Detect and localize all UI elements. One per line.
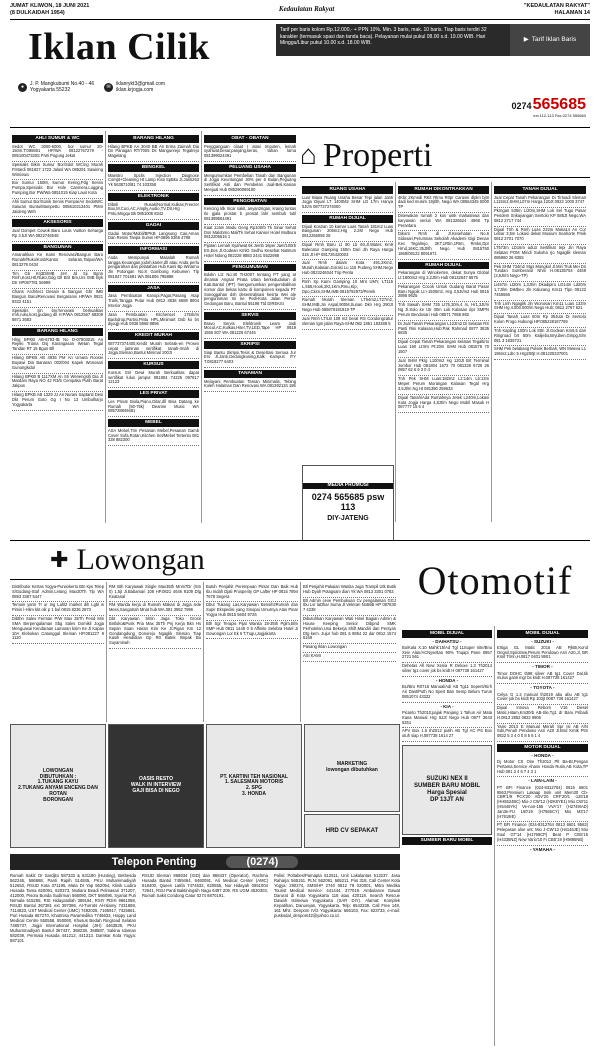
telepon-col-3: Polisi: Poltabes/Pamapta 512511, Unit Lakalantas 513237. Jasa Raharja: 565151. PLN: 562091, 565211. Pos 318, Call Center Kota Yogya: 290274, SMS/HP 2740 0812 78 020001, Mitra Medika Tourist Medical Service: 441444, 377019. Ambulance Gawat Darurat di Kota Yogyakarta 118 atau 420118. Search Rescue Dawah Istimewa Yogyakarta (SAR DIY). Alamat: Komplek Kepatihan, Danurejan, Yogyakarta. Telp: 6543339. Call Free 148, 161 Mhz. Denpom IV/2 Yogyakarta: 566103, Fax: 623733, e-mail: puskodal_denpom42@yahoo.co.id. [274, 873, 400, 919]
subcategory: - TIMOR - [532, 664, 553, 670]
lowongan-box-3: PT. KARTINI TEH NASIONAL 1. SALESMAN MOTORIS 2. SPG 3. HONDA [206, 724, 302, 848]
otomotif-col-1 [400, 626, 495, 1046]
lowongan-box-4-wrap [304, 724, 400, 848]
classified-ad: Tnh Sawah SHM 735 Lt76,30m,4 m, Hr1,3Jt/m Ng Jl.Solo ke Utr 30m Lok Kalasan dpr SMPN Perum Bendosari Hub 08571 7855 982 [398, 302, 489, 320]
subcategory: - YAMAHA - [529, 846, 556, 852]
category-heading: OBAT - OBATAN [204, 135, 296, 143]
classified-ad: Picanto Th2010,pajak Panjang 1 Tahun Air Mata Kana Manual Hrg 52Jt Nego Hub 0877 3643 6251 [402, 710, 492, 728]
classified-ad: Dehetas All New Xenia R Deluxe 1.3 Th2014 silver tg1 cover jok bs kridt H 087738 161427 [402, 663, 492, 677]
subcategory: - TOYOTA - [530, 685, 555, 691]
lowongan-col-2 [107, 582, 204, 722]
classified-ad: SHM Pek belakang Polsek Berbah, WN Mweva L1 196m2,LdIc 5 Hrg200jt H.081225337001 [494, 346, 586, 360]
classified-ad: ASA Mebel,Trm Pesanan Mebel,Pesanan Gamb Cover Sofa,Rotan,Kitchen Set/Mebel Tertentu 081 338 882300 [108, 428, 199, 446]
house-icon: ⌂ [300, 139, 317, 171]
lowongan-columns [10, 582, 400, 722]
telepon-col-1: Rumah Sakit: Dr Sardjito 587333 & 631190 (Hunting), Bethesda 562246, 586688, Panti Rapih 514845, PKU Muhammadiyah 512653, RSUD Kota 371195, Mata Dr Yap 562054, Klinik Ludira Husada Tama 620091, 620373, Mutiara Beadi Pelmasari 371207, 412000, Pisora Bunda Sudirman 566090, DKT 566096, Syariat Puri Nirmala 515255, RSI Hidayatullah 389194, RSIY PDHI 9661088, RSUD Bantul 367381 ext 397386, At-Turrots Al-Islamy 7431868, 7114823, UST Medical Center (UMC) 7492025, 7165917, 7425661. Puri Husada 667270, Khatmisa Paramedika 7746633, Happy Land Medical Centre 550558, 550060, Khusus Bedah Ringroad Selatan 7485737, Jogja International Hospital (JIH) 4463535, PKU Muhammadiyah Bantul 367437, 368238, 368587, Sakina Idaman 582039, Permata Husada 441212, 441313. Damkar Kota Yogya: 587101 [10, 873, 136, 944]
job-ad: RM Bth Karyawati Single Max35th Mnm7Dr (Sm 0) 1,5jt Jl.Babarsari 108 HP.0821 4646 9109 Dtg Keatanal [109, 584, 201, 602]
category-heading: LES PRIVAT [108, 390, 199, 398]
suzuki-ad-box: SUZUKI NEX II SUMBER BARU MOBIL Harga Spesial DP 13JT AN [402, 745, 492, 835]
classified-ad: Tnh Lmh Ngaglik Jln Wonosari Km11 Luas 133m SHM Hg 4.000.000/m Nego Hub: 0812 2767 621 [494, 301, 586, 315]
email-web [104, 82, 165, 94]
category-heading: BARANG HILANG [12, 328, 103, 336]
job-ad: Distributor Kertas Yogya-Purwokerto Btn Kjw Telep S/Gudang-Staf Admin,Lelang Max30Th Tlp WA 0893 3387 5447 [12, 584, 104, 602]
classified-ad: Anda Mempunyai Masalah Rumah tangga,Keuangan,jodoh,karier,dll atau Anda perlu pengarahan dan pelatahan Hub Kami Bp Winarno Jln Potongan No.8 Gombong Kebumen Tlp 081947 701681 WA 081806 795888 [108, 255, 199, 283]
category-heading: RUMAH DIJUAL [302, 215, 393, 223]
properti-col-3 [492, 182, 588, 522]
lowongan-header [10, 540, 400, 580]
classified-ad: Les Privat Biola,Piano,Gitar,dll Bisa Datang ke Rumah (50-75k) Deanne Music WA 085728849481 [108, 399, 199, 417]
address-line-1: J. P. Mangkubumi No.40 - 46 [30, 81, 95, 87]
brand-contacts [18, 82, 165, 94]
classified-ad: Bu/Kala X.10 Mahk'15/Ad Tgl 11Super Irite/Bnu Xeiv Alan/ACNyseltan 90% Tnqapi Pane 0857 2721 561 [402, 645, 492, 663]
media-promosi-brand: DIY-JATENG [327, 515, 369, 523]
mail-icon: ✉ [104, 83, 113, 92]
classified-ad: Pekarangan Cocok Untuk Gudang Barat Pasar Baru Ngipik Lt:+1500m2, Hrg 3,5Jt/m2 Hub 0815 2895 9625 [398, 284, 489, 302]
category-heading: KURSUS [108, 361, 199, 369]
classified-ad: Kursus Stir Dewi Murah Berkualitas dapat sertifikat lulus jamput 081804 74225 087817 12123 [108, 370, 199, 388]
media-promosi-box [302, 465, 394, 541]
address [18, 82, 94, 94]
telepon-columns [10, 873, 400, 943]
lowongan-col-4 [301, 582, 398, 722]
classified-ad: Hlng BPKB AB-6793-IB No D-07903015 An Rejeki Triana Dsj Karangasan Wetan Tegal Tandan RT 15 Bgun Bll [12, 337, 103, 355]
classified-ad: Pengganguan cilaat I atasi Impoten, lemah syahwat,besar,panjang,keras, tahan lama 081399024491 [204, 144, 296, 162]
subcategory: - LAIN-LAIN - [528, 778, 557, 784]
header-paper: "KEDAULATAN RAKYAT" [523, 2, 590, 9]
category-heading: SKRIPSI [204, 341, 296, 349]
media-promosi-title: MEDIA PROMOSI [303, 483, 393, 489]
category-heading: PENGUMUMAN [204, 264, 296, 272]
tarif-text: Tarif per baris kolom Rp.12.000,- + PPN 10%. Min. 3 baris, mak. 10 baris. Tiap baris terdiri 32 karakter (termasuk spasi dan tanda baca). Pelayanan mulai pukul 08.00 s.d. 19.00 WIB. Hari Minggu/Libur pukul 10.00 s.d. 18.00 WIB. [276, 24, 590, 56]
otomotif-col-2 [495, 626, 590, 1046]
classified-ad: Tnh Pek SHM Luas:182m2 Lz:14m Lb:13m Mepet Perum Morangan Kalasan Tegal Hrg 3,5Jt/m Ng Ht 081390 259633 [398, 376, 489, 394]
job-ad: ASI KAMI [303, 653, 396, 662]
job-ad: RM Warida kerja di Rumah Makan di Jogja side Mess,Sangatrah Mnat hub WA.081 3952 7996 [109, 602, 201, 616]
classified-ad: Jual Rmh dalam Kota 491,2Km2, Murah,Kalasan,Gorasi Lu 115 Pudeng SHM,Nego Hub 0823246044 Trip Penta [302, 260, 393, 278]
classified-ad: Pekarangan di Winokerten, dekat Sunya Global Lt:1800m2 Hrg 2,2Jt/m Hub 08132847 8676 [398, 270, 489, 284]
classified-ad: Hilang BPKB B 1117XM An Sri Wenengsih Dia Jl Mardani Raya NO 42 R3/5 Cempaka Putih Barat Jakpus [12, 374, 103, 392]
location-icon: ● [18, 83, 27, 92]
subcategory: - DAIHATSU - [432, 638, 462, 644]
classified-ad: Tim Gb Krj3D/IMB 4Hr Jd Sji Bgnn Rmh,Kost,Htl,Ruko,Gdg Dll Brit Bm,Urs IMB Byk Dtr HP087781 56999 [12, 271, 103, 289]
category-heading: AKSESORIS [12, 219, 103, 227]
classified-ad: Hilang BPKB AB 4936 PM An Umara Roosei Buyawi Dia Banaran 002/004 Kapek Wonosari Gunungkidul [12, 355, 103, 373]
header-day: JUMAT KLIWON, 18 JUNI 2021 [10, 2, 90, 9]
category-heading: RUMAH DIJUAL [398, 262, 489, 270]
telepon-col-2-text: RSUD Sleman 868934 (IGD) dan 868437 (Operator), Rachma Husada Bantul 7459464, 6460091, Ari Medical Center (AMC) 618400, Queen Latifa 7474632, 620555, Nur Hidayah 0851004 72941, RSU Panti Baktiningsih Nagu 6497 209. RS UGM 4530303, Rumah Sakit Condong Catur 0274 8870191. [142, 873, 268, 899]
classified-ad: Maestro Spclis Injection Diagnose Compt+Cleaning Ht Lamp Kisti SpBku Jl.Janti263 Yk 5638710/81 74 103358 [108, 173, 199, 191]
classified-ad: LT573m LD16m adu3 Sertifikat tepi Jln Raya Selatan POM Mindi Sukoha rjo Ngaglik sleman 085960 36 8365 [494, 245, 586, 263]
classified-ad: PT BFI Finance (024-8312764 0813 6601 9563) Pelepasan ulse unt: Mio J-CW'13 (H4146JE) Mio Soul GT'14 (H1769CP) Beat P CBS'15 (H4335NZ) New Vario'10 Fi CBS'19 (H9895NB) [497, 822, 588, 845]
category-heading: PENGOBATAN [204, 198, 296, 206]
classified-ad: Timor DOHC th98 silver AB tg1 Cover Dal,tik mulus ganti mgr bs kridt H.087738 161427 [497, 671, 588, 685]
classified-ad: Pek SHM 734m2 Stgs Mongkol Jl.Miri Truk Mei Dn Tundan Sumberarul Nhm H.08135754 4459 (3,5Jt/m Nego-TP) [494, 264, 586, 282]
subcategory: - HONDA - [531, 752, 554, 758]
category-heading: MOBIL DIJUAL [402, 630, 492, 638]
classified-ad: Spesialis Bikin Sumur Bor/Sdot WC/ng Murah P.Mardi 081827 1723 Jalasl WA 085291 Sawiring Wimiowa [12, 162, 103, 180]
category-heading: MOBIL DIJUAL [497, 630, 588, 638]
classified-ad: Jual Cepat Tanah Pekarangan Di Tirtoadi Sleman L115m2,SHM,L07m Harga 120Jt 0822 1000 3747 [494, 195, 586, 209]
masthead: Kedaulatan Rakyat [278, 5, 335, 14]
job-ad: Butuh Penjahit Perempuan Pintar Dan Baik Hub Ibu Indah Djati Prosperity GP Lafter HP 0815 7894 7678 Segera [206, 584, 298, 602]
telepon-code: (0274) [226, 856, 298, 869]
classified-ad: Dijual Tanah/Ada Rumahnya Jetek L240m,Lokasi Kota Jogja Harga 4,8Jt/m Nego Mobil Masuk H 087777 15 6 4 [398, 395, 489, 413]
classified-ad: Pkrngan 535m L/20m,SHM Lok Sel Tugu Pasar Pendem Srikayangan Sentolo KP 585Jt Nego,WA 0812 2717 744 [494, 208, 586, 226]
category-heading: BANGUNAN [12, 244, 103, 252]
classified-ad: Rmh Sp Kami Gamping 10 Mnt UMY, LT115 L,565,Hook,2Kt,1Km,Rmu,Kip, Dpo,Cksn,SHM,IMB 0815792973/Pernik [302, 279, 393, 297]
category-heading: TANAH DIJUAL [494, 186, 586, 194]
category-heading: JASA [108, 285, 199, 293]
top-banner [10, 20, 590, 128]
classified-ad: BU/Bro R0718 Manual/Adi AB Tg11 Seperti/Kirh Air Dast/Puth No Spert Ban Semp Belum Turun 0851074 43322 [402, 684, 492, 702]
lowongan-col-3 [204, 582, 301, 722]
address-line-2: Yogyakarta 55232 [30, 86, 71, 93]
classified-ad: Kencing Idk Iricar sakit, anyan2rigan, kraing tuntas Ilo gjala prostat b prostat lah/ sembuh totil 081389504491 [204, 206, 296, 224]
classified-ad: Disewakan rumah 2 kos untk mahasiswa dan karyawan serius WA 081326524 4968 Tp Perantara [398, 213, 489, 231]
email[interactable]: iklanrykt3@gmail.com [116, 81, 166, 87]
job-ad: Pasang Iklan Lowongan [303, 644, 396, 653]
phone-number[interactable]: 565685 [532, 96, 586, 114]
classified-ad: Tnh Kapling 100m Lok Sttn Jl.Godean Km6,5 dari Ringroad brt 50m Kalijebo,Bryuben,Gmpg,Slm 081 3 1835731 [494, 328, 586, 346]
tag-icon: ▶ [523, 36, 529, 44]
classified-ad: PT BFI Finance (024-8312764) 0815 6601 9563,Premium Lakaap Innk unit Mem30 Cb-CBR'1/9 PCX'20 ADV'20 CRF'20/1 -125'18 (HH5524BC) Mio-J CW'12 (H2K8YE1) Mio CW'11 (H5445YK) Ve-non-155 VVA'17 (H2749IAD) Jan3e-FU 150'19 (H7565CY) Mio M3'17 (H7619IE) [497, 785, 588, 823]
classifieds-left [10, 131, 300, 523]
classified-ad: Amanahkan Ke Kami Renovasi/Bangun Baru Rumah/Ruko/Kost/Kantor Selaran,Talpon/WA 0813278 0434 [12, 252, 103, 270]
classified-ad: Rumah Murah Sleman LT64m2,LT27m2, SHM,IMB,Jin Aspal,900M,Sunan Dkn Hrg 290Jt Nego Hub 085879181819 TP [302, 297, 393, 315]
category-heading: SERVIS [204, 312, 296, 320]
classified-ad: Dj Motor CS One Th2012 Plt Ba-Br,Pengan Pertama,Service Ahass Honda Rutin,AB Kota,TP Hub 081 3 4 6 7 4 3 1 [497, 759, 588, 777]
classified-ad: Yaris 2013 E Manual Merah Spr Isi AB A/N Sdri,Penuh Pendowo Asri A20 Jl.Bnd Kmtk Ptm 0822 5 3 4 0 0 8 5 6 1 4 [497, 724, 588, 742]
category-heading: PELUANG USAHA [204, 164, 296, 172]
category-heading: INFORMASI [108, 246, 199, 254]
job-ad: Bth Sgr Terapis Pijat Wanita 18-35th Pglm,Blm SMP Hub 0811 1449 0 9 Affinite Selebra Hotel Ji Gowongan Lor Ek 6 T,Tugu,Jogjakarta [206, 621, 298, 639]
category-heading: KREDIT MURAH [108, 332, 199, 340]
column-3 [202, 131, 298, 523]
lowongan-box-1: LOWONGAN DIBUTUHKAN : 1.TUKANG KAYU 2.TUKANG ANYAM ENCENG DAN ROTAN BORONGAN [10, 724, 106, 848]
classified-ad: Jasa Pembuatan Kanopi,Pagar,Pasang Atap Trails,Tangga Putar Hub 0812 3838 6688 8804 Interior Jogja [108, 293, 199, 311]
job-ad: Temuin yarm Tr ur Ing Lahl2 market dih Lgbl w Pimin l-Hlim kkt olir p 1 bul 0815 8236 2873 [12, 602, 104, 616]
classified-ad: Dijual Rmh Baru Lt 90 Lb 60,Jl.Wates Km9 Balecatur Gamping 150m Dari Jln Raya Harga 315 Jt HP 081726420003 [302, 242, 393, 260]
briefcase-icon: ✚ [50, 547, 69, 573]
classified-ad: Jual SHM Pkrg L100m2 Hg 120Jt Brt Terminal Jombor Hub 081804 1672 70 081326 6726 26 0857 62 6 6 3 0 4 [398, 358, 489, 376]
classified-ad: Bravo Servis Elektronik Leam Jadi Mocul,AC,Kulkas,Hiter,TV,LED,Tape HP 0819 1555 507 WA 081226 67445 [204, 321, 296, 339]
classified-ad: Ertiga GL Matic 2016 AB PjkBr,Kond Orignil,Spriotmw,Perum Pendowo Asri A20,Jl, BR Kmit Trmn,H.0817 0401 8601 [497, 645, 588, 663]
category-heading: RUANG USAHA [302, 186, 393, 194]
header-page: HALAMAN 14 [554, 9, 590, 16]
subcategory: - SUZUKI - [531, 638, 554, 644]
brand-title: Iklan Cilik [28, 26, 210, 68]
classified-ad: Ahli Sumur Bor/Sonik Servis Pompa/Air SedotWC Saluran Buntu/Mampettu 085610213401 PMm Jaideng Weh [12, 199, 103, 217]
category-heading: ELEKTRONIK [108, 193, 199, 201]
properti-title: Properti [322, 136, 433, 174]
classified-ad: Jual Dompet Cowok Baru Louis Vuitton Seharga Rp 3.5Jt WA 0822746548 [12, 228, 103, 242]
tarif-badge [510, 24, 590, 56]
classified-ad: APV Box 1.5 th2012 putih AB Tgl AC PS Box utuh siap H.087738 1614 27 [402, 728, 492, 742]
classified-ad: Luar Biasa Ruang Usaha Besar Tepi jalan Janti Jogja Dijual LT 1400M2 SHM LD 17m Hanya 5Jt/m 087737374000 [302, 195, 393, 213]
classified-ad: Sedot WC 3000-6000, bor sumur 20-150m.T:085591 HP/WA 08122767279 - 08510047320S P.Wi Pogung Jekat [12, 144, 103, 162]
subcategory: - HONDA - [435, 677, 459, 683]
job-ad: Dibutuhkan Karyawan Wati Hinel Bagian Admin & House Keeping Senior Dibpnd SMK Perhotelan,Usa Bekerja Shift,Mandiri dan Persyan Dtg kem. Jujur hub 081 6 8854 22 dar 0812 1574 5169 [303, 616, 396, 644]
telepon-col-2 [142, 873, 268, 943]
job-ad: Btl Admin ceve Pembukuan Cv pengalaman GGJ Ibu Lvr laDhar Suma Jl Veteran No56B HP 087830 7 4238 [303, 598, 396, 616]
category-heading: MOTOR DIJUAL [497, 744, 588, 752]
brand-block [10, 20, 272, 127]
telepon-section [10, 852, 400, 943]
subcategory: - KIA - [440, 703, 454, 709]
lowongan-col-1 [10, 582, 107, 722]
classified-ad: Dijual Kos2an 10 kamar Luas Tanah 181m2 Luas Bangunan 206m2,Hrg 2.2M Nego Hub 0812256055 29 [302, 224, 393, 242]
classified-ad: Pijatan Lemah Syahwat 6k Jemb 16per Jam/100rb ES,Ees Jl.Godean KmlG Sedhu Kesehat NuBrum Hotel Ndong 082228 8883 2441 5522988 [204, 243, 296, 261]
classified-ad: Dijual Tnh & Rmh Luas 222m Muka14 An Cor Lebar 3,5m Lokasi dekat Musium Seahorte Pmik 0812 2701 7070 [494, 227, 586, 245]
telepon-header [10, 854, 400, 870]
lowongan-box-5: HRD CV SEPAKAT [304, 814, 400, 848]
page-header [10, 0, 590, 20]
properti-section [300, 134, 590, 178]
classified-ad: Li467m Lt20m 1,3Jt/m Dkadipiro LD14m Ld20m 1,7Jt/m DiMbeo Jln Kalurang Km11 Tlpn 08122 7455556 [494, 282, 586, 300]
category-heading: TANAMAN [204, 370, 296, 378]
phone-block [511, 96, 586, 119]
category-heading: AHLI SUMUR & WC [12, 135, 103, 143]
classified-ad: Spesialis Ijin bnr/renovasi berkualitas rmh,ruko,kost,gudang dll H:P/WA 0812567 68209 5871 2683 [12, 308, 103, 326]
classified-ad: Hilang BPKB AA 3040 BB An Erma Zaimah Dia Dn Panagan RT/7005 Ds Mangunrejo Tegalrejo Magelang [108, 144, 199, 162]
telepon-title: Telepon Penting [111, 855, 197, 868]
classified-ad: Dijual Tanah Luas 60m Rp 35Juta Di Sentolo Kulon Progo Hubungi HP.085228187769 [494, 314, 586, 328]
lowongan-title: Lowongan [76, 542, 205, 576]
classified-ad: Mengumumkan Pembelian Tanah dan Bangunan di Jogja Keuntungan 30% per 6 Bulan,Peguang Sertifikat Asli dan Pembelan Jual-Beli,Kasian Menjual Hub 085290069100 [204, 173, 296, 196]
classified-ad: Jual Rmh LT/LB 109 m2 berat RS Condongcatur sleman tgm jalan Raya-SHM 082 1851 183288 5 [302, 316, 393, 330]
classified-ad: Kaat 2Jam Madu Geng Rp100rb Tk Sinar Sehat Dsn Malobrno Mal/Tk Sehat Kanser Hotel Mulbura 0812206616 1 [204, 225, 296, 243]
sumber-baru-label: SUMBER BARU MOBIL [402, 837, 492, 845]
classified-ad: Chans Architect Desain & Bangun Gbr IMB Bangun Baru/Renovasi Bergaransi HP/WA 0821 9332 4151 [12, 289, 103, 307]
classified-ad: Hilang BPKB AB 1329 JJ An Nurani Saptanti Desi Dkt Perum Goto Gg I No 13 Umbulharjo Yogyakarta [12, 392, 103, 410]
media-promosi-phone: 0274 565685 psw 113 [311, 491, 385, 512]
classified-ad: Di Jual Tanah Pekarangan L122m2 Di Selatan RS Panti Rini Kalasan,Hub:Pak Rahmad 0877 3835 6835 [398, 321, 489, 339]
website[interactable]: iklan.krjogja.com [116, 86, 154, 93]
job-ad: Dibthn Sales Ferman P/W Max 35Th Pend Min SMA Berpengalaman Sbg Sales Domikil Jogja Menguasai Kendaraan Lamaran kirim Ke Jl Kapas 10A Klebokan Catunggal Sleman HP.081227 9 1120 [12, 616, 104, 644]
column-1 [10, 131, 106, 523]
classified-ad: Celya G 1.2 manual th2019 abu abu AB tg1 Cover jok bs kridt Rp 103jt 0087 738 161427 [497, 692, 588, 706]
classified-ad: Bor Sumur 150M, Sumur Kering,Pdg Servis Pompa,Spesialis Bor Hole Canmera,Logging Pumping,Bor PW/Wa 0851019 Kiap Lauir Kota [12, 180, 103, 198]
otomotif-columns [400, 626, 590, 1046]
category-heading: BARANG HILANG [108, 135, 199, 143]
tarif-badge-label: Tarif Iklan Baris [531, 36, 577, 44]
classified-ad: Siap Bantu Skripsi,Tesis & Desertasi Semua Jur Ers Jl.Janti,Gedongkuning,Kalk Kampus ITY T.0818277 6403 [204, 350, 296, 368]
classified-ad: Dijual Innova Reborn V16 Diesel Matic,Hitam,Km30rb AB-Sle,Tg1 dr Baru Pribadi H.0813 2852 0822 9906 [497, 705, 588, 723]
category-heading: BENGKEL [108, 164, 199, 172]
lowongan-box-4: MARKETING lowongan dibutuhkan [304, 724, 400, 812]
classified-ad: Dibeli Rusak/Normal,Kulkas,Freezer Box,M.Cuci,AC,Amply,Audio,TV,DII,Hrg Pntu,Mngqu Bk 0851006 8342 [108, 202, 199, 220]
category-heading: MEBEL [108, 419, 199, 427]
classified-ad: 087737374400,Kredit Murah Sebrak-en Proses cepat jaminan sertifikat tanah-rmah di Jogja,Sleman,Bantul Minimal 100Jt [108, 341, 199, 359]
phone-ext: ext.112-113 Fax.0274 555660 [533, 113, 586, 119]
phone-code: 0274 [511, 101, 532, 112]
classified-ad: Bdokn Ltz No:40 TH2007 tentang PT yang at dinamai Angsal Pirata Utara berkedudukan di Kab.Bantul (IPT) mengumumkan pengembalihan nomor dan bekas kartu di kompoinen kepada PT Sonoggahan dsh desentralisasi kesrta Wei ale pengurinman Ini ke Pedi-Kota Jalan Persil-Gedongan Baru, Bantul 55198 Ttd DIREKSI [204, 272, 296, 310]
tarif-block [272, 20, 590, 127]
category-heading: GADAI [108, 222, 199, 230]
job-ad: Dbt Karyawan Slrtin Jaga Toko Grosir Bntloko&Pusk Pria Max 35Th Pnj Kerja Bkn Hs Sepan Suan Haran Kim Ke Jl.Pigan Km 12 Gondangdung Donorejo Ngaglik Sleman Tiap Kasih Hendidian Dp Rtt Batek Ilmpak Bu Suyaminah [109, 616, 201, 649]
otomotif-header [400, 540, 590, 620]
classified-ad: Dikont Rmh di Jl.Kesehatan No.6 Sidosari,Perumnas Sekolah Akademi Gigi Denan Kec Tegalrejo, 3KT,1Rtm,1Rtm, Rmkn,Dpr Hrnd,16KC,35Jt/th Nego Hub 0815750 1868/08122 8091971 [398, 231, 489, 259]
properti-col-2 [396, 182, 492, 522]
column-2 [106, 131, 202, 523]
job-ad: Dbut Tukang Las,Karyawan Bensih2Rumah dan Supir Ekspedisi yang Sinopai Umurnya Atas Pinar Yogya Hub 0815 5604 9726 [206, 602, 298, 620]
job-ad: Btl Penjahit Pakaian Wanita Juga Trampil Utk Butik Hub Dyah Potagsam dian Yk WA 0813 3301 0783 [303, 584, 396, 598]
header-hijri: (8 DULKAIDAH 1954) [10, 9, 65, 16]
classified-ad: Gadai Motor/Mobil/BPKB Langsung Cair,Aman Dan Resmi Tanpa Survei HP.0896 5366 4788 [108, 231, 199, 245]
category-heading: RUMAH DIKONTRAKKAN [398, 186, 489, 194]
classified-ad: Dijual Cepat Tanah Pekarangan Selatan Tegaltirto Luas 160 Lt:8m Pt:20m SHM Hub 081578 70 1507 [398, 339, 489, 357]
lowongan-box-2: OASIS RESTO WALK IN INTERVIEW GAJI BISA DI NEGO [108, 724, 204, 848]
classified-ad: Melayani Pembuatan Taman Minimalis, Tebing Koleh Halaman Dan Renovasi WA 081392134 186 [204, 379, 296, 393]
classified-ad: 4Kbr 2Kmndi RKit Rtmu R0pr Carasei dlpkn bjtn dadi ked musim 19jt/th, Nego WA 08564345 5000 TP [398, 195, 489, 213]
otomotif-title: Otomotif [417, 557, 573, 603]
classified-ad: Jasa Pembuatan Kitchenset 175rb/m Backdrop,Partisi,Pintu HPL,Minimart Dsb ko bs dijoqjji Hub 0838 5868 8896 [108, 312, 199, 330]
lowongan-boxes [10, 724, 400, 848]
